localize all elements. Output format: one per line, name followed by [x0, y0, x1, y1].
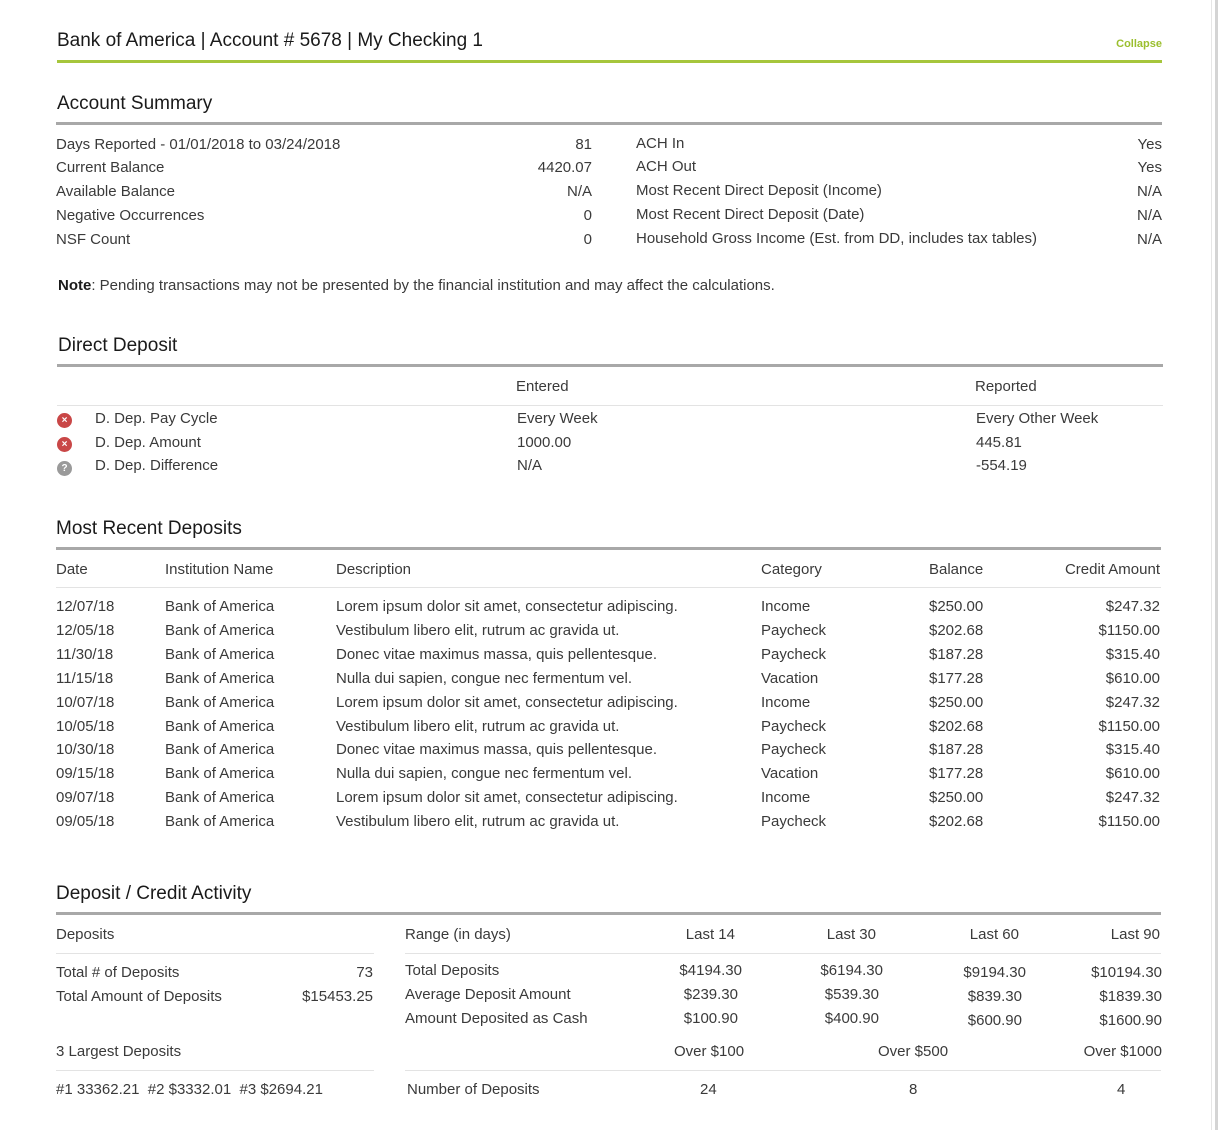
- cell-credit-amount: $247.32: [1105, 789, 1160, 806]
- range-value: $10194.30: [1091, 964, 1162, 981]
- cell-description: Donec vitae maximus massa, quis pellentesque.: [336, 646, 657, 663]
- count-divider: [405, 1070, 1161, 1071]
- summary-value: N/A: [566, 183, 592, 200]
- range-value: $6194.30: [820, 962, 883, 979]
- cell-date: 11/15/18: [56, 670, 114, 687]
- column-header-reported: Reported: [975, 378, 1037, 395]
- column-header-date: Date: [56, 561, 88, 578]
- range-divider: [405, 953, 1161, 954]
- cell-date: 09/05/18: [56, 813, 115, 830]
- total-deposits-count-label: Total # of Deposits: [56, 964, 180, 981]
- cell-description: Lorem ipsum dolor sit amet, consectetur adipiscing.: [336, 694, 678, 711]
- summary-value: N/A: [1136, 207, 1162, 224]
- activity-rule: [56, 912, 1161, 915]
- deposits-header: Deposits: [56, 926, 115, 943]
- summary-label: Current Balance: [56, 159, 165, 176]
- dd-label: D. Dep. Pay Cycle: [95, 410, 218, 427]
- note-text: : Pending transactions may not be presented by the financial institution and may affect the calculations.: [91, 277, 775, 294]
- cell-balance: $177.28: [929, 765, 984, 782]
- cell-credit-amount: $610.00: [1105, 670, 1160, 687]
- summary-label: Household Gross Income (Est. from DD, includes tax tables): [636, 230, 1037, 247]
- pending-note: [58, 277, 775, 295]
- range-value: $100.90: [683, 1010, 738, 1027]
- cell-balance: $250.00: [929, 789, 984, 806]
- summary-value: 4420.07: [537, 159, 592, 176]
- summary-label: Available Balance: [56, 183, 175, 200]
- cell-category: Income: [761, 694, 811, 711]
- column-header-entered: Entered: [516, 378, 569, 395]
- cell-institution: Bank of America: [165, 694, 275, 711]
- column-header-description: Description: [336, 561, 412, 578]
- summary-value: N/A: [1136, 231, 1162, 248]
- cell-institution: Bank of America: [165, 622, 275, 639]
- error-x-icon: ×: [57, 413, 72, 428]
- cell-description: Nulla dui sapien, congue nec fermentum vel.: [336, 670, 633, 687]
- collapse-button[interactable]: Collapse: [1116, 38, 1162, 50]
- range-value: $239.30: [683, 986, 738, 1003]
- cell-institution: Bank of America: [165, 598, 275, 615]
- cell-date: 11/30/18: [56, 646, 114, 663]
- recent-deposits-title: Most Recent Deposits: [56, 518, 242, 539]
- column-header-credit-amount: Credit Amount: [1064, 561, 1160, 578]
- cell-credit-amount: $610.00: [1105, 765, 1160, 782]
- cell-institution: Bank of America: [165, 718, 275, 735]
- over-500-header: Over $500: [878, 1043, 949, 1060]
- largest-deposits-header: 3 Largest Deposits: [56, 1043, 182, 1060]
- direct-deposit-header-divider: [57, 405, 1163, 406]
- recent-deposits-rule: [56, 547, 1161, 550]
- column-header-balance: Balance: [929, 561, 984, 578]
- range-value: $539.30: [824, 986, 879, 1003]
- range-column-last-14: Last 14: [685, 926, 735, 943]
- note-label: Note: [58, 277, 92, 294]
- count-over-500: 8: [909, 1081, 918, 1098]
- cell-category: Paycheck: [761, 813, 827, 830]
- dd-reported: 445.81: [976, 434, 1022, 451]
- cell-description: Donec vitae maximus massa, quis pellentesque.: [336, 741, 657, 758]
- range-column-last-60: Last 60: [969, 926, 1019, 943]
- cell-category: Paycheck: [761, 741, 827, 758]
- cell-description: Nulla dui sapien, congue nec fermentum vel.: [336, 765, 633, 782]
- activity-title: Deposit / Credit Activity: [56, 883, 252, 904]
- summary-label: Negative Occurrences: [56, 207, 205, 224]
- cell-category: Vacation: [761, 670, 819, 687]
- summary-label: ACH Out: [636, 158, 697, 175]
- cell-credit-amount: $1150.00: [1098, 813, 1160, 830]
- dd-label: D. Dep. Amount: [95, 434, 201, 451]
- range-column-last-90: Last 90: [1110, 926, 1160, 943]
- total-deposits-count-value: 73: [356, 964, 373, 981]
- cell-balance: $202.68: [929, 718, 984, 735]
- summary-value: 81: [575, 136, 592, 153]
- summary-label: ACH In: [636, 135, 685, 152]
- range-value: $4194.30: [679, 962, 742, 979]
- largest-deposits-values: #1 33362.21 #2 $3332.01 #3 $2694.21: [56, 1081, 323, 1098]
- cell-category: Paycheck: [761, 622, 827, 639]
- cell-description: Vestibulum libero elit, rutrum ac gravida ut.: [336, 813, 620, 830]
- cell-date: 09/07/18: [56, 789, 115, 806]
- total-deposits-amount-label: Total Amount of Deposits: [56, 988, 222, 1005]
- error-x-icon: ×: [57, 437, 72, 452]
- cell-credit-amount: $247.32: [1105, 694, 1160, 711]
- summary-value: Yes: [1137, 136, 1162, 153]
- summary-value: Yes: [1137, 159, 1162, 176]
- cell-category: Income: [761, 598, 811, 615]
- dd-reported: Every Other Week: [976, 410, 1099, 427]
- range-value: $839.30: [967, 988, 1022, 1005]
- recent-deposits-header-divider: [56, 587, 1161, 588]
- largest-deposits-divider: [56, 1070, 374, 1071]
- cell-description: Vestibulum libero elit, rutrum ac gravida ut.: [336, 718, 620, 735]
- deposits-divider: [56, 953, 374, 954]
- cell-credit-amount: $1150.00: [1098, 622, 1160, 639]
- summary-label: Most Recent Direct Deposit (Income): [636, 182, 882, 199]
- dd-reported: -554.19: [976, 457, 1027, 474]
- cell-credit-amount: $1150.00: [1098, 718, 1160, 735]
- cell-balance: $202.68: [929, 813, 984, 830]
- direct-deposit-title: Direct Deposit: [58, 335, 178, 356]
- over-100-header: Over $100: [674, 1043, 745, 1060]
- header-accent-rule: [57, 60, 1162, 63]
- cell-date: 12/05/18: [56, 622, 115, 639]
- cell-institution: Bank of America: [165, 670, 275, 687]
- cell-credit-amount: $315.40: [1105, 741, 1160, 758]
- range-value: $1839.30: [1099, 988, 1162, 1005]
- cell-balance: $202.68: [929, 622, 984, 639]
- range-value: $400.90: [824, 1010, 879, 1027]
- cell-institution: Bank of America: [165, 741, 275, 758]
- cell-balance: $177.28: [929, 670, 984, 687]
- cell-credit-amount: $247.32: [1105, 598, 1160, 615]
- column-header-category: Category: [761, 561, 822, 578]
- range-value: $1600.90: [1099, 1012, 1162, 1029]
- total-deposits-amount-value: $15453.25: [302, 988, 373, 1005]
- number-of-deposits-label: Number of Deposits: [407, 1081, 540, 1098]
- range-row-label: Average Deposit Amount: [405, 986, 571, 1003]
- range-value: $600.90: [967, 1012, 1022, 1029]
- range-value: $9194.30: [963, 964, 1026, 981]
- cell-credit-amount: $315.40: [1105, 646, 1160, 663]
- range-header: Range (in days): [405, 926, 511, 943]
- cell-category: Vacation: [761, 765, 819, 782]
- dd-entered: Every Week: [517, 410, 598, 427]
- cell-date: 10/30/18: [56, 741, 115, 758]
- summary-label: Days Reported - 01/01/2018 to 03/24/2018: [56, 136, 341, 153]
- cell-date: 10/05/18: [56, 718, 115, 735]
- cell-category: Income: [761, 789, 811, 806]
- range-row-label: Total Deposits: [405, 962, 500, 979]
- summary-label: NSF Count: [56, 231, 131, 248]
- summary-value: 0: [583, 207, 592, 224]
- cell-balance: $187.28: [929, 646, 984, 663]
- account-title: Bank of America | Account # 5678 | My Checking 1: [57, 30, 483, 51]
- cell-description: Lorem ipsum dolor sit amet, consectetur adipiscing.: [336, 598, 678, 615]
- cell-date: 10/07/18: [56, 694, 115, 711]
- cell-description: Vestibulum libero elit, rutrum ac gravida ut.: [336, 622, 620, 639]
- cell-balance: $250.00: [929, 694, 984, 711]
- direct-deposit-rule: [57, 364, 1163, 367]
- range-row-label: Amount Deposited as Cash: [405, 1010, 588, 1027]
- account-summary-rule: [56, 122, 1162, 125]
- cell-description: Lorem ipsum dolor sit amet, consectetur adipiscing.: [336, 789, 678, 806]
- cell-institution: Bank of America: [165, 813, 275, 830]
- question-icon: ?: [57, 461, 72, 476]
- dd-entered: N/A: [517, 457, 543, 474]
- cell-balance: $250.00: [929, 598, 984, 615]
- cell-category: Paycheck: [761, 718, 827, 735]
- count-over-100: 24: [700, 1081, 717, 1098]
- window-border-inner: [1211, 0, 1212, 1130]
- column-header-institution: Institution Name: [165, 561, 274, 578]
- summary-label: Most Recent Direct Deposit (Date): [636, 206, 865, 223]
- dd-label: D. Dep. Difference: [95, 457, 219, 474]
- cell-balance: $187.28: [929, 741, 984, 758]
- cell-date: 09/15/18: [56, 765, 115, 782]
- cell-institution: Bank of America: [165, 646, 275, 663]
- cell-institution: Bank of America: [165, 789, 275, 806]
- dd-entered: 1000.00: [517, 434, 572, 451]
- summary-value: 0: [583, 231, 592, 248]
- cell-institution: Bank of America: [165, 765, 275, 782]
- range-column-last-30: Last 30: [826, 926, 876, 943]
- cell-category: Paycheck: [761, 646, 827, 663]
- cell-date: 12/07/18: [56, 598, 115, 615]
- count-over-1000: 4: [1117, 1081, 1126, 1098]
- summary-value: N/A: [1136, 183, 1162, 200]
- account-summary-title: Account Summary: [57, 93, 213, 114]
- over-1000-header: Over $1000: [1083, 1043, 1162, 1060]
